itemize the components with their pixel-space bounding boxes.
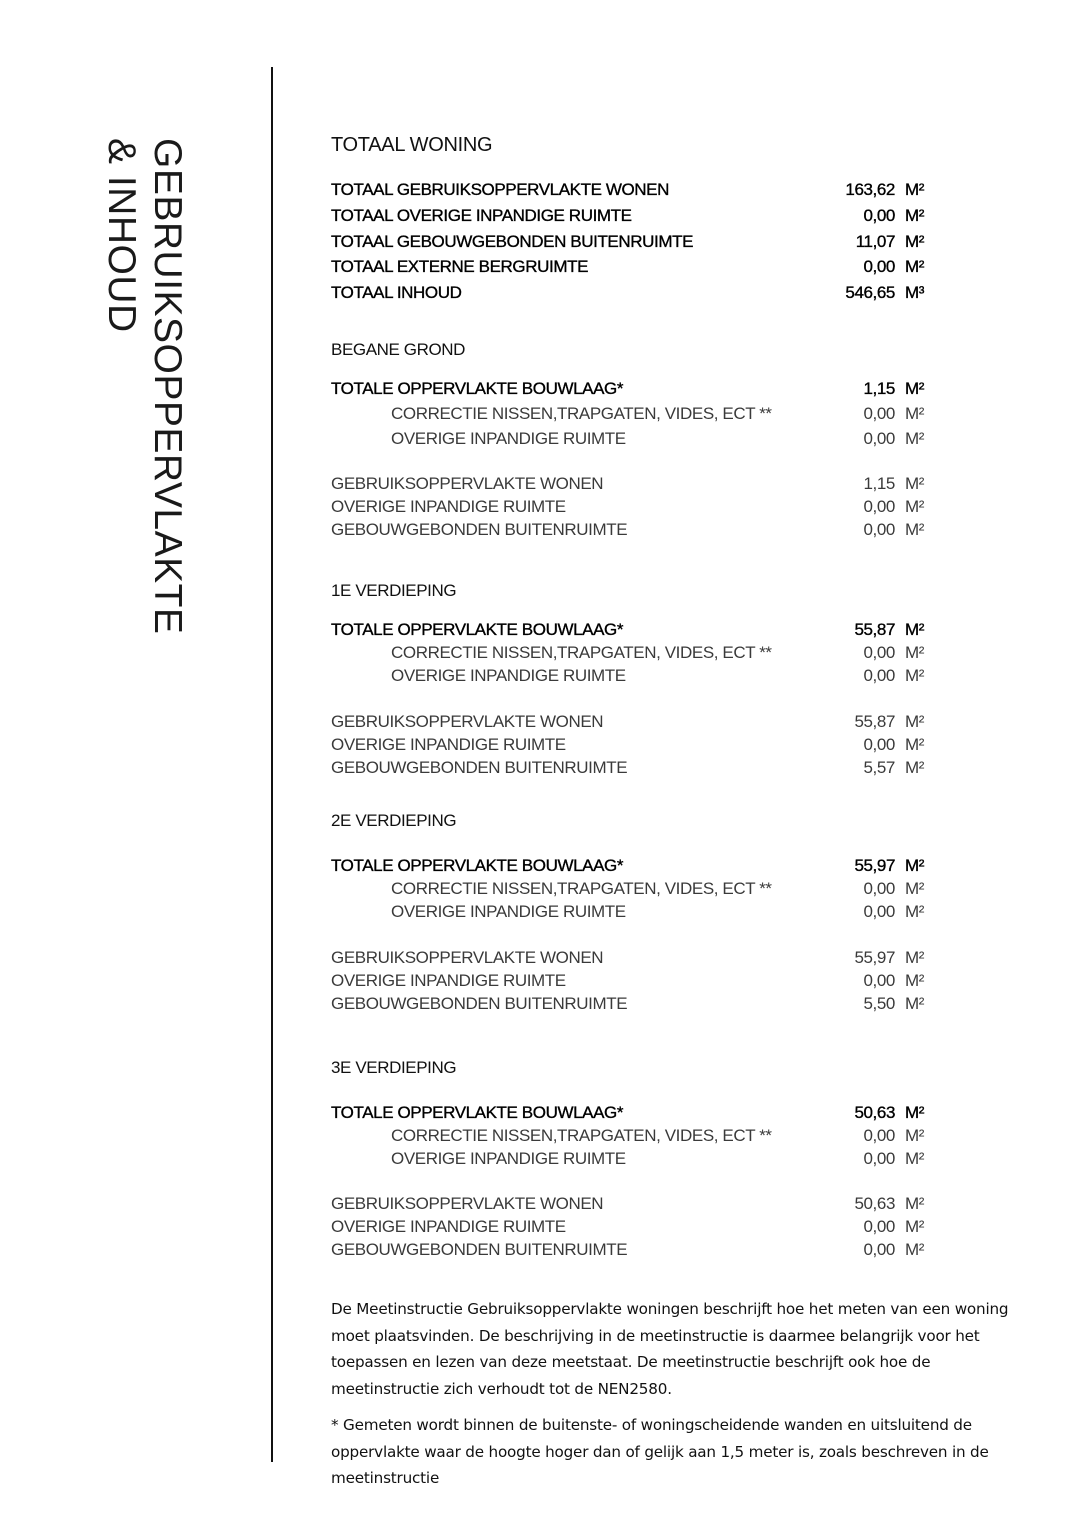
row-value: 0,00	[863, 971, 895, 990]
row-unit: M²	[905, 712, 925, 731]
row-label: TOTAAL GEBRUIKSOPPERVLAKTE WONEN	[331, 180, 669, 199]
title-line-2: & INHOUD	[100, 138, 143, 333]
floor-heading: 3E VERDIEPING	[331, 1058, 457, 1077]
row-value: 1,15	[863, 379, 895, 398]
row-unit: M²	[905, 1103, 925, 1122]
row-unit: M²	[905, 643, 925, 662]
row-unit: M²	[905, 666, 925, 685]
floor-sub-row	[331, 666, 931, 688]
row-label: GEBRUIKSOPPERVLAKTE WONEN	[331, 712, 604, 731]
row-unit: M²	[905, 856, 925, 875]
floor-sub-row	[331, 429, 931, 451]
row-label: TOTALE OPPERVLAKTE BOUWLAAG*	[331, 856, 624, 875]
row-unit: M²	[905, 994, 925, 1013]
floor-sub-row	[331, 902, 931, 924]
floor-total-row	[331, 379, 931, 401]
row-value: 50,63	[854, 1103, 895, 1122]
row-value: 55,87	[854, 712, 895, 731]
row-label: TOTALE OPPERVLAKTE BOUWLAAG*	[331, 620, 624, 639]
row-label: GEBRUIKSOPPERVLAKTE WONEN	[331, 1194, 604, 1213]
totaal-row	[331, 232, 931, 254]
floor-heading: BEGANE GROND	[331, 340, 466, 359]
floor-row	[331, 758, 931, 780]
row-value: 0,00	[863, 902, 895, 921]
row-label: OVERIGE INPANDIGE RUIMTE	[391, 666, 626, 685]
floor-row	[331, 474, 931, 496]
row-unit: M²	[905, 948, 925, 967]
note-paragraph-2: * Gemeten wordt binnen de buitenste- of woningscheidende wanden en uitsluitend de oppervlakte waar de hoogte hoger dan of gelijk aan 1,5 meter is, zoals beschreven in de meetinstructie	[331, 1416, 989, 1487]
row-label: TOTAAL EXTERNE BERGRUIMTE	[331, 257, 589, 276]
row-unit: M²	[905, 1194, 925, 1213]
row-value: 55,97	[854, 948, 895, 967]
row-value: 0,00	[863, 879, 895, 898]
row-value: 11,07	[855, 232, 895, 251]
row-unit: M²	[905, 735, 925, 754]
floor-sub-row	[331, 1149, 931, 1171]
row-label: TOTALE OPPERVLAKTE BOUWLAAG*	[331, 1103, 624, 1122]
row-unit: M²	[905, 379, 925, 398]
floor-heading: 1E VERDIEPING	[331, 581, 457, 600]
floor-heading: 2E VERDIEPING	[331, 811, 457, 830]
row-value: 0,00	[863, 1149, 895, 1168]
row-unit: M²	[905, 1126, 925, 1145]
totaal-row	[331, 180, 931, 202]
row-label: OVERIGE INPANDIGE RUIMTE	[331, 735, 566, 754]
row-label: OVERIGE INPANDIGE RUIMTE	[391, 1149, 626, 1168]
row-value: 163,62	[845, 180, 895, 199]
row-value: 0,00	[863, 404, 895, 423]
row-unit: M²	[905, 232, 925, 251]
row-value: 0,00	[863, 520, 895, 539]
row-label: OVERIGE INPANDIGE RUIMTE	[331, 497, 566, 516]
floor-row	[331, 948, 931, 970]
title-line-1: GEBRUIKSOPPERVLAKTE	[146, 138, 189, 635]
row-unit: M²	[905, 180, 925, 199]
row-value: 0,00	[863, 429, 895, 448]
row-label: TOTALE OPPERVLAKTE BOUWLAAG*	[331, 379, 624, 398]
floor-row	[331, 735, 931, 757]
row-value: 0,00	[863, 735, 895, 754]
row-unit: M³	[905, 283, 925, 302]
row-unit: M²	[905, 758, 925, 777]
floor-row	[331, 971, 931, 993]
row-value: 0,00	[863, 643, 895, 662]
row-value: 0,00	[863, 1126, 895, 1145]
row-unit: M²	[905, 497, 925, 516]
row-label: GEBOUWGEBONDEN BUITENRUIMTE	[331, 520, 628, 539]
row-label: TOTAAL INHOUD	[331, 283, 462, 302]
row-unit: M²	[905, 474, 925, 493]
floor-total-row	[331, 856, 931, 878]
row-label: GEBOUWGEBONDEN BUITENRUIMTE	[331, 994, 628, 1013]
row-value: 5,50	[863, 994, 895, 1013]
row-label: CORRECTIE NISSEN,TRAPGATEN, VIDES, ECT **	[391, 643, 772, 662]
floor-row	[331, 1194, 931, 1216]
totaal-row	[331, 283, 931, 305]
totaal-row	[331, 206, 931, 228]
row-label: OVERIGE INPANDIGE RUIMTE	[391, 429, 626, 448]
row-value: 55,87	[854, 620, 895, 639]
floor-row	[331, 1240, 931, 1262]
floor-row	[331, 994, 931, 1016]
row-unit: M²	[905, 429, 925, 448]
floor-row	[331, 497, 931, 519]
row-label: OVERIGE INPANDIGE RUIMTE	[391, 902, 626, 921]
row-value: 0,00	[863, 206, 895, 225]
row-label: CORRECTIE NISSEN,TRAPGATEN, VIDES, ECT **	[391, 879, 772, 898]
row-unit: M²	[905, 620, 925, 639]
floor-sub-row	[331, 404, 931, 426]
vertical-divider	[271, 67, 273, 1462]
floor-row	[331, 520, 931, 542]
row-value: 0,00	[863, 257, 895, 276]
row-unit: M²	[905, 520, 925, 539]
note-paragraph-1: De Meetinstructie Gebruiksoppervlakte woningen beschrijft hoe het meten van een woning moet plaatsvinden. De beschrijving in de meetinstructie is daarmee belangrijk voor het toepassen en lezen van deze meetstaat. De meetinstructie beschrijft ook hoe de meetinstructie zich verhoudt tot de NEN2580.	[331, 1300, 1009, 1398]
row-unit: M²	[905, 1240, 925, 1259]
row-unit: M²	[905, 257, 925, 276]
row-unit: M²	[905, 1149, 925, 1168]
floor-sub-row	[331, 1126, 931, 1148]
floor-row	[331, 1217, 931, 1239]
totaal-heading: TOTAAL WONING	[331, 134, 493, 156]
floor-total-row	[331, 1103, 931, 1125]
row-unit: M²	[905, 404, 925, 423]
row-label: TOTAAL GEBOUWGEBONDEN BUITENRUIMTE	[331, 232, 694, 251]
totaal-row	[331, 257, 931, 279]
row-label: GEBRUIKSOPPERVLAKTE WONEN	[331, 948, 604, 967]
row-label: GEBOUWGEBONDEN BUITENRUIMTE	[331, 1240, 628, 1259]
row-value: 0,00	[863, 497, 895, 516]
floor-total-row	[331, 620, 931, 642]
floor-sub-row	[331, 643, 931, 665]
row-unit: M²	[905, 902, 925, 921]
row-value: 0,00	[863, 666, 895, 685]
row-value: 0,00	[863, 1217, 895, 1236]
row-value: 50,63	[854, 1194, 895, 1213]
vertical-title	[95, 138, 190, 668]
row-label: OVERIGE INPANDIGE RUIMTE	[331, 971, 566, 990]
row-label: CORRECTIE NISSEN,TRAPGATEN, VIDES, ECT **	[391, 1126, 772, 1145]
row-unit: M²	[905, 1217, 925, 1236]
row-label: GEBRUIKSOPPERVLAKTE WONEN	[331, 474, 604, 493]
row-label: TOTAAL OVERIGE INPANDIGE RUIMTE	[331, 206, 632, 225]
row-value: 546,65	[845, 283, 895, 302]
row-label: OVERIGE INPANDIGE RUIMTE	[331, 1217, 566, 1236]
floor-sub-row	[331, 879, 931, 901]
row-value: 0,00	[863, 1240, 895, 1259]
row-unit: M²	[905, 879, 925, 898]
row-value: 5,57	[863, 758, 895, 777]
floor-row	[331, 712, 931, 734]
row-value: 1,15	[863, 474, 895, 493]
row-label: CORRECTIE NISSEN,TRAPGATEN, VIDES, ECT **	[391, 404, 772, 423]
row-unit: M²	[905, 971, 925, 990]
row-value: 55,97	[854, 856, 895, 875]
row-label: GEBOUWGEBONDEN BUITENRUIMTE	[331, 758, 628, 777]
row-unit: M²	[905, 206, 925, 225]
